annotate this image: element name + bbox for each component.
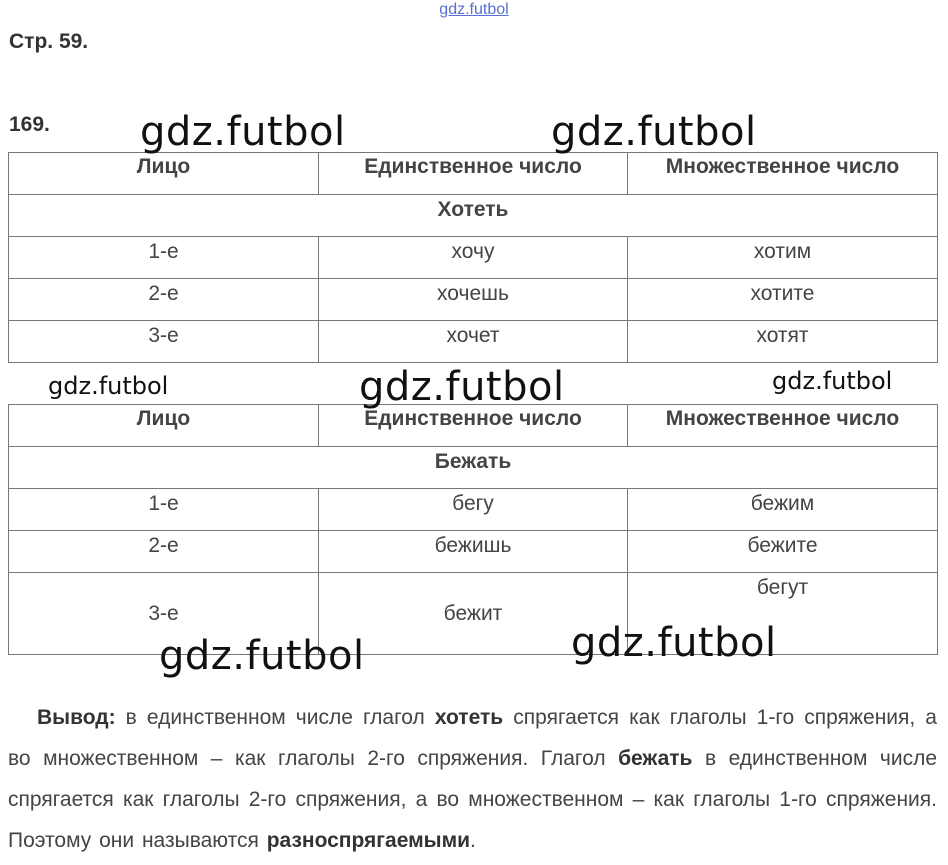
table-row [9, 279, 938, 321]
header-plural: Множественное число [628, 153, 938, 195]
verb-bezhat: бежать [618, 747, 693, 770]
table-row [9, 237, 938, 279]
header-singular: Единственное число [319, 405, 628, 447]
watermark: gdz.futbol [159, 633, 365, 679]
plural-cell: хотят [628, 321, 938, 363]
watermark: gdz.futbol [571, 620, 777, 666]
watermark: gdz.futbol [48, 372, 169, 400]
verb-row [9, 195, 938, 237]
person-cell: 2-е [9, 531, 319, 573]
singular-cell: хочет [319, 321, 628, 363]
verb-khotet: хотеть [434, 706, 504, 729]
table-row [9, 321, 938, 363]
conclusion-label: Вывод: [37, 706, 116, 729]
plural-cell: хотите [628, 279, 938, 321]
plural-cell: бежим [628, 489, 938, 531]
header-plural: Множественное число [628, 405, 938, 447]
singular-cell: бегу [319, 489, 628, 531]
watermark: gdz.futbol [551, 109, 757, 155]
watermark: gdz.futbol [772, 367, 893, 395]
table-header-row [9, 405, 938, 447]
person-cell: 1-е [9, 489, 319, 531]
table-header-row [9, 153, 938, 195]
verb-name: Хотеть [9, 195, 938, 237]
verb-name: Бежать [9, 447, 938, 489]
conclusion-end: . [470, 829, 476, 852]
singular-cell: хочешь [319, 279, 628, 321]
person-cell: 3-е [9, 321, 319, 363]
exercise-number: 169. [9, 113, 50, 136]
conclusion-paragraph [8, 697, 937, 861]
person-cell: 2-е [9, 279, 319, 321]
plural-cell: бегут [628, 573, 938, 655]
person-cell: 1-е [9, 237, 319, 279]
singular-cell: бежит [319, 573, 628, 655]
term-raznospryagaemye: разноспрягаемыми [266, 829, 471, 852]
table-row [9, 573, 938, 655]
watermark: gdz.futbol [140, 109, 346, 155]
conclusion-text: в единственном числе глагол [115, 706, 435, 729]
conclusion-text: в единственном числе спрягается как глаголы 2-го спряжения, а во множественном – как глаголы 1-го спряжения. Поэтому они называются [8, 747, 937, 852]
table-row [9, 531, 938, 573]
table-row [9, 489, 938, 531]
page-reference: Стр. 59. [9, 30, 89, 53]
conjugation-table-khotet [8, 152, 938, 363]
conclusion-text: спрягается как глаголы 1-го спряжения, а во множественном – как глаголы 2-го спряжения. Глагол [8, 706, 937, 770]
header-person: Лицо [9, 405, 319, 447]
plural-cell: хотим [628, 237, 938, 279]
plural-cell: бежите [628, 531, 938, 573]
watermark: gdz.futbol [359, 364, 565, 410]
conjugation-table-bezhat [8, 404, 938, 655]
person-cell: 3-е [9, 573, 319, 655]
watermark-top-link[interactable]: gdz.futbol [439, 1, 509, 18]
verb-row [9, 447, 938, 489]
singular-cell: бежишь [319, 531, 628, 573]
singular-cell: хочу [319, 237, 628, 279]
header-singular: Единственное число [319, 153, 628, 195]
header-person: Лицо [9, 153, 319, 195]
